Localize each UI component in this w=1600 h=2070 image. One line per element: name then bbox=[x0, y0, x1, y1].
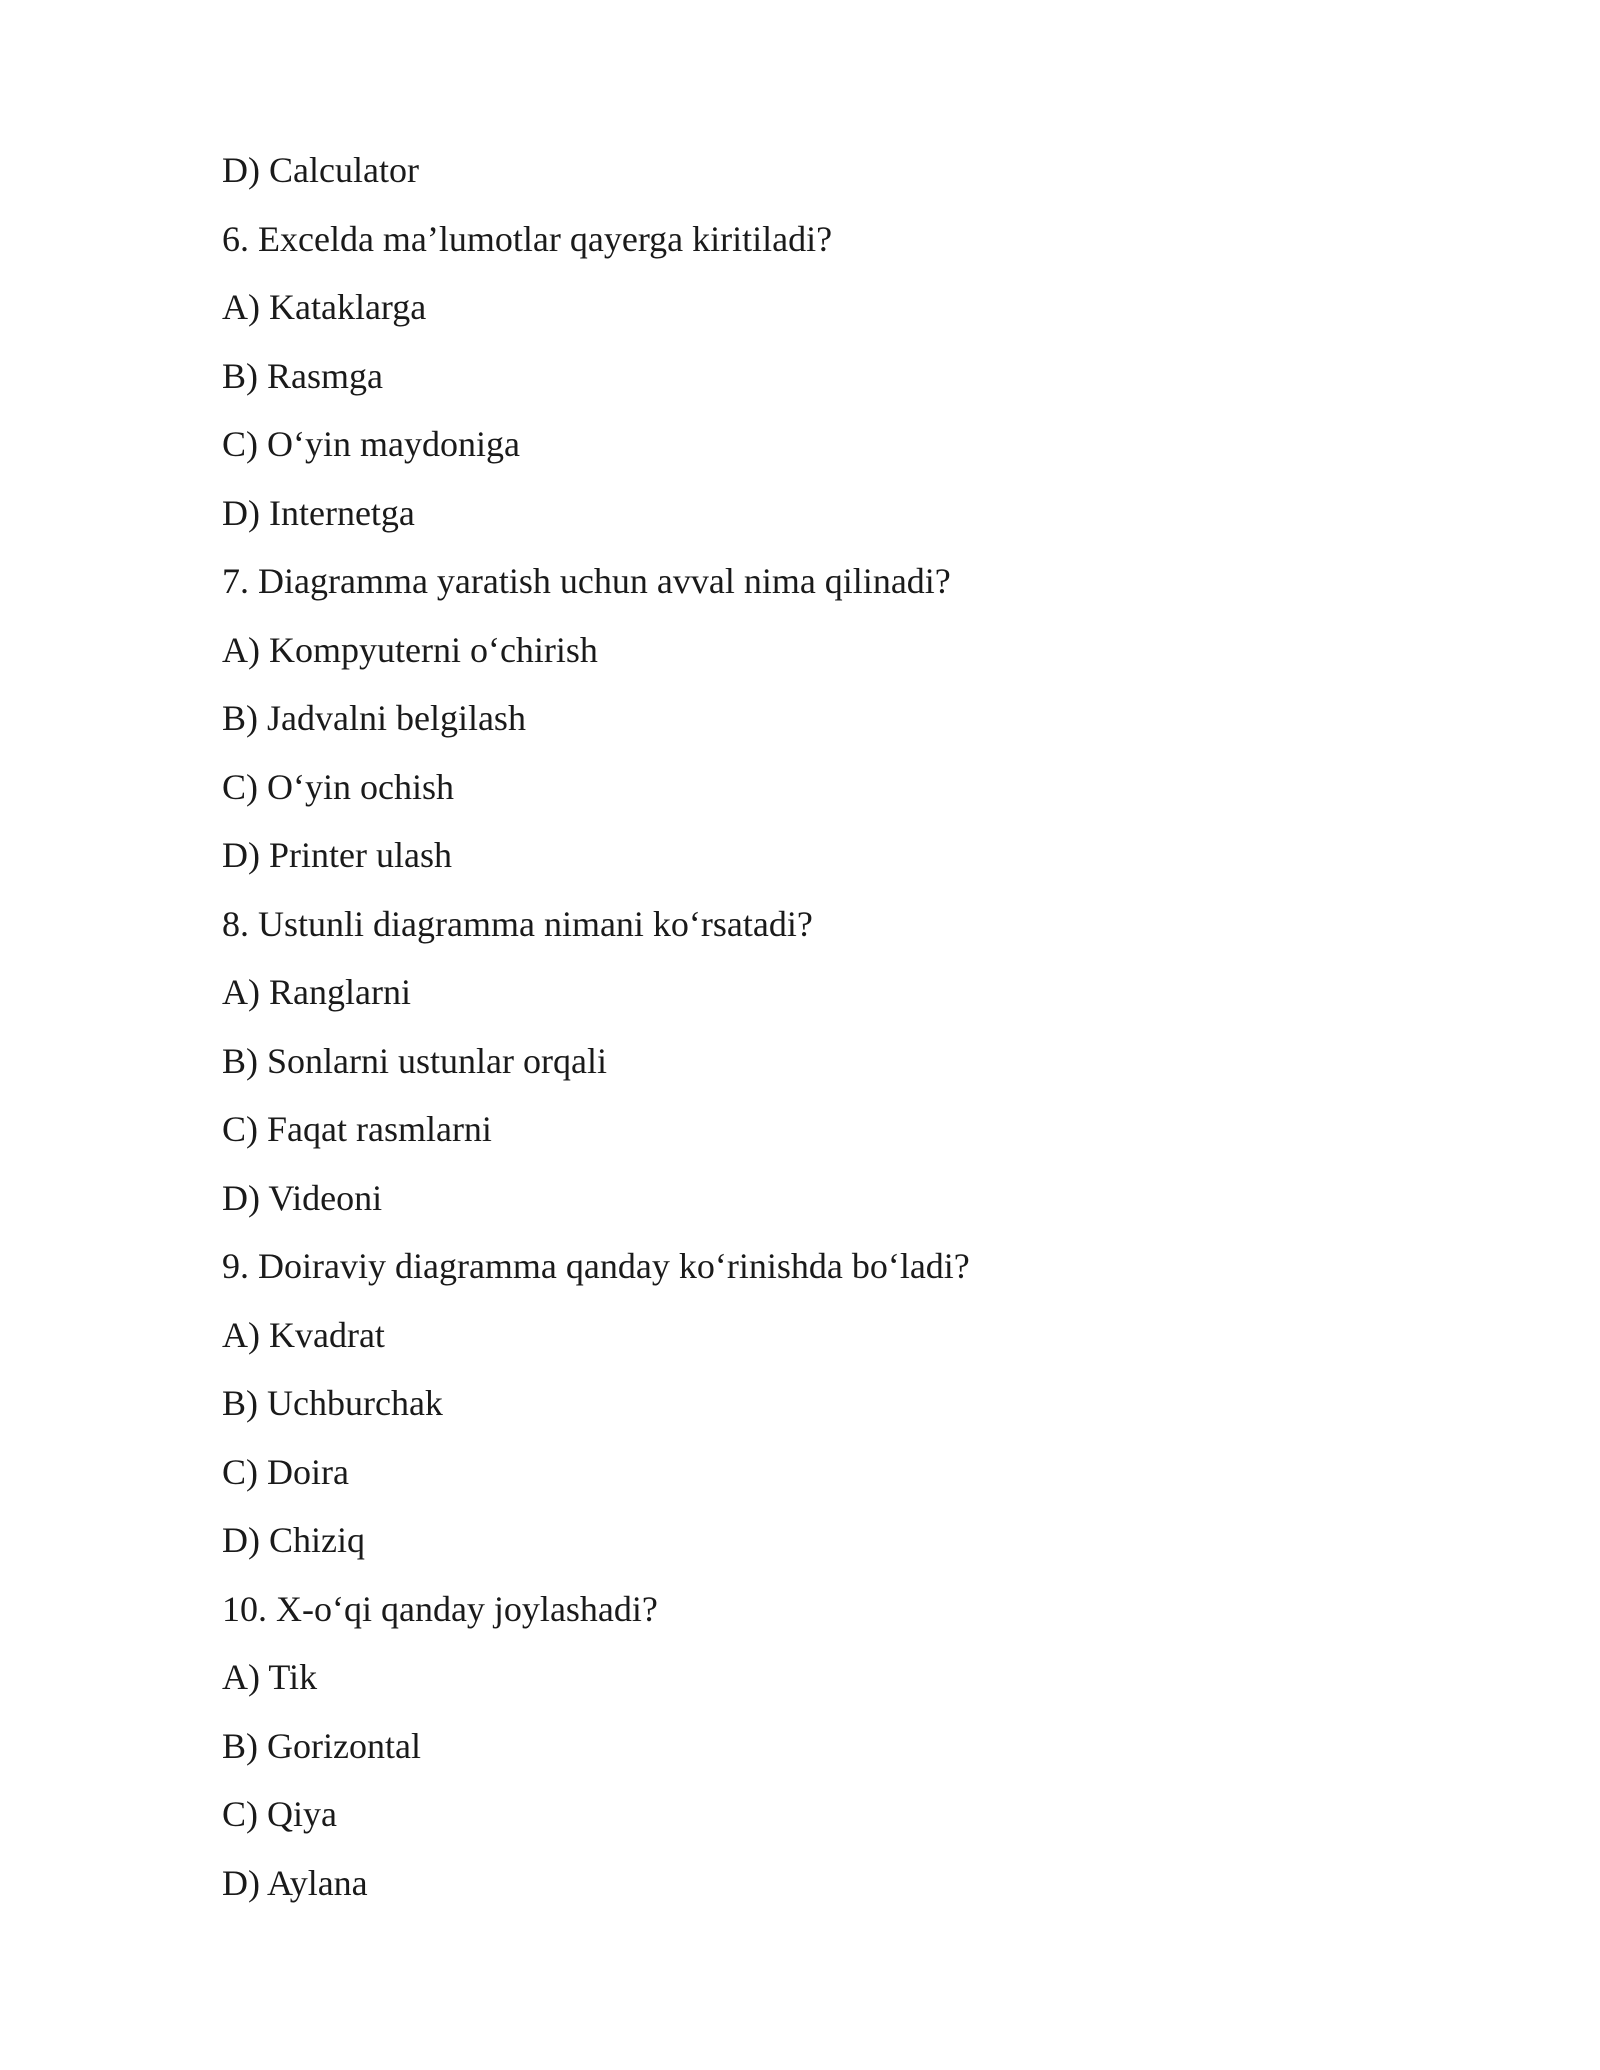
answer-option: D) Aylana bbox=[222, 1862, 368, 1903]
answer-option: A) Tik bbox=[222, 1657, 318, 1697]
answer-option: B) Gorizontal bbox=[222, 1725, 421, 1766]
answer-option: C) Qiya bbox=[222, 1794, 337, 1834]
answer-option: D) Calculator bbox=[222, 150, 419, 190]
answer-option: D) Printer ulash bbox=[222, 835, 452, 875]
answer-option: D) Chiziq bbox=[222, 1520, 365, 1560]
answer-option: C) O‘yin maydoniga bbox=[222, 424, 520, 464]
answer-option: A) Ranglarni bbox=[222, 972, 411, 1012]
question: 8. Ustunli diagramma nimani ko‘rsatadi? bbox=[222, 903, 813, 944]
answer-option: B) Rasmga bbox=[222, 355, 383, 396]
question: 9. Doiraviy diagramma qanday ko‘rinishda bo‘ladi? bbox=[222, 1246, 970, 1286]
question: 6. Excelda ma’lumotlar qayerga kiritiladi? bbox=[222, 218, 833, 259]
answer-option: C) O‘yin ochish bbox=[222, 766, 454, 807]
answer-option: A) Kompyuterni o‘chirish bbox=[222, 629, 598, 670]
answer-option: A) Kvadrat bbox=[222, 1314, 385, 1355]
question: 10. X-o‘qi qanday joylashadi? bbox=[222, 1588, 658, 1629]
answer-option: B) Sonlarni ustunlar orqali bbox=[222, 1040, 607, 1081]
question: 7. Diagramma yaratish uchun avval nima qilinadi? bbox=[222, 561, 951, 601]
answer-option: B) Uchburchak bbox=[222, 1383, 443, 1423]
answer-option: D) Videoni bbox=[222, 1177, 383, 1218]
quiz-content bbox=[222, 145, 1422, 1926]
answer-option: C) Faqat rasmlarni bbox=[222, 1109, 492, 1149]
answer-option: A) Kataklarga bbox=[222, 287, 427, 327]
answer-option: D) Internetga bbox=[222, 492, 415, 533]
answer-option: C) Doira bbox=[222, 1451, 349, 1492]
answer-option: B) Jadvalni belgilash bbox=[222, 698, 526, 738]
